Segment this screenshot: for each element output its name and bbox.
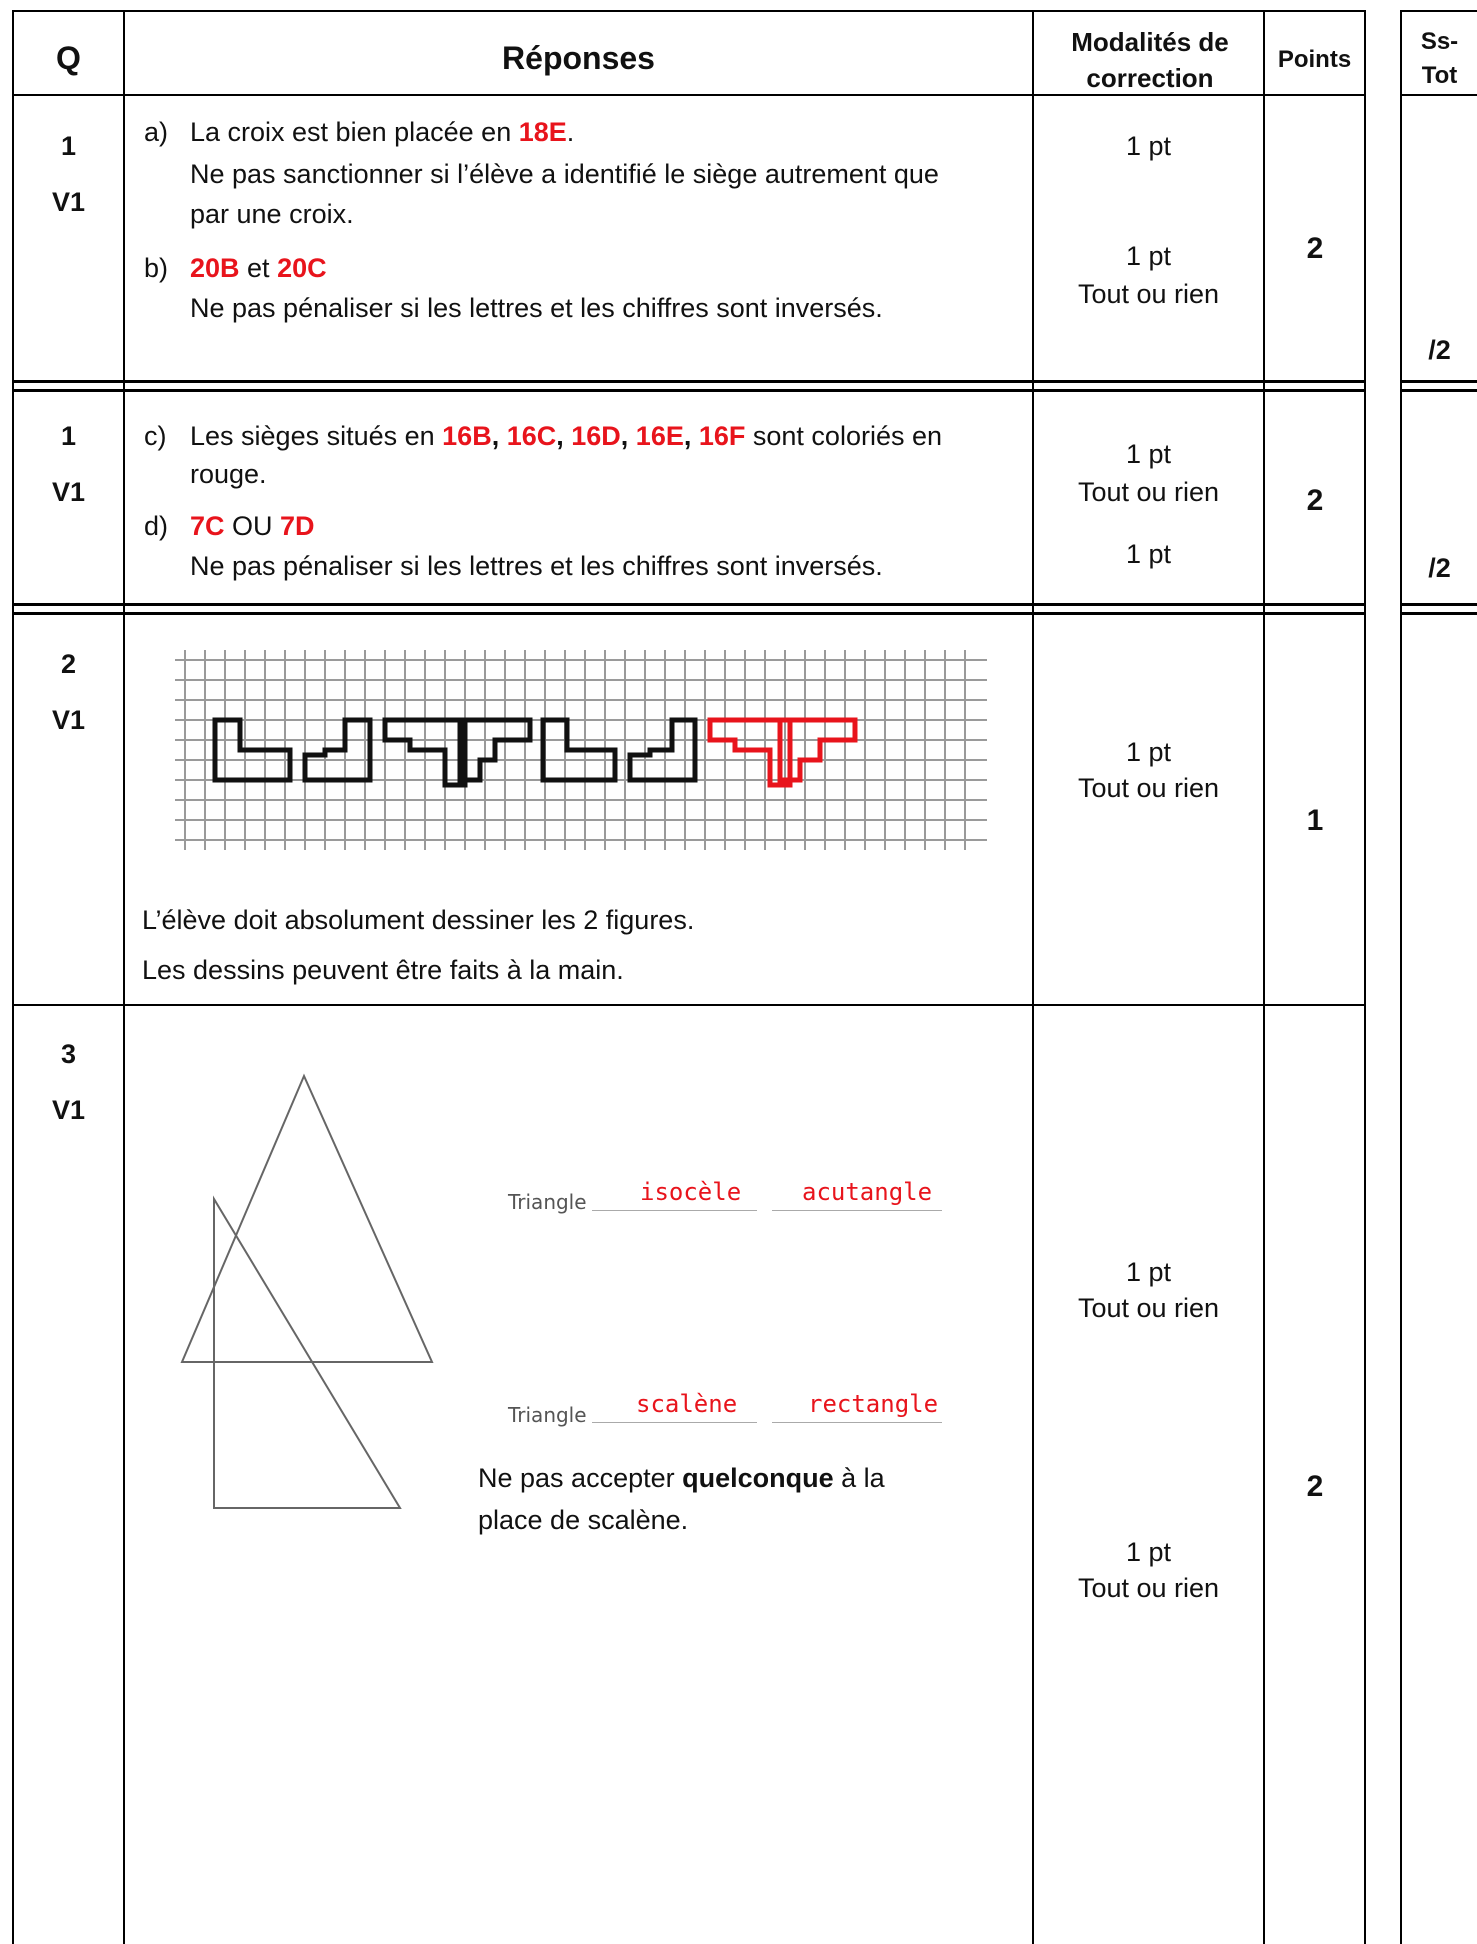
row4-note-post: à la bbox=[833, 1463, 885, 1493]
row2-c-prefix: c) bbox=[144, 421, 167, 451]
pattern-grid-figure bbox=[175, 650, 995, 850]
row2-d-red2: 7D bbox=[280, 511, 315, 541]
row3-line1: L’élève doit absolument dessiner les 2 figures. bbox=[142, 905, 695, 935]
row4-mod1a: 1 pt bbox=[1125, 1257, 1172, 1287]
row1-b-mid: et bbox=[239, 253, 278, 283]
row2-double-line-a bbox=[12, 603, 1365, 606]
tri1-label: Triangle bbox=[508, 1190, 587, 1214]
row4-note-bold: quelconque bbox=[682, 1463, 834, 1493]
header-q: Q bbox=[56, 40, 81, 76]
row1-a-text: La croix est bien placée en bbox=[190, 117, 519, 147]
header-points: Points bbox=[1277, 46, 1352, 73]
header-sstot-1: Ss- bbox=[1420, 28, 1459, 55]
row1-b-prefix: b) bbox=[144, 253, 169, 283]
col-q-divider bbox=[123, 10, 125, 1944]
row3-line2: Les dessins peuvent être faits à la main. bbox=[142, 955, 624, 985]
row1-points: 2 bbox=[1306, 232, 1324, 265]
row2-mod3: 1 pt bbox=[1125, 539, 1172, 569]
header-reponses: Réponses bbox=[502, 40, 655, 76]
header-sstot-2: Tot bbox=[1421, 62, 1458, 89]
row4-note-line1 bbox=[478, 1460, 885, 1497]
row1-b-red2: 20C bbox=[277, 253, 327, 283]
row4-note-line2: place de scalène. bbox=[478, 1505, 689, 1535]
row4-mod2b: Tout ou rien bbox=[1077, 1573, 1220, 1603]
row1-a-red: 18E bbox=[518, 117, 567, 147]
row4-version: V1 bbox=[51, 1095, 86, 1125]
row1-a-prefix: a) bbox=[144, 117, 169, 147]
row3-version: V1 bbox=[51, 705, 86, 735]
shape-4 bbox=[460, 720, 530, 780]
sstot-border-top bbox=[1400, 10, 1477, 12]
row4-mod2a: 1 pt bbox=[1125, 1537, 1172, 1567]
tri2-word2: rectangle bbox=[808, 1390, 939, 1418]
row2-d-line2: Ne pas pénaliser si les lettres et les chiffres sont inversés. bbox=[190, 551, 883, 581]
row4-note-pre: Ne pas accepter bbox=[478, 1463, 683, 1493]
col-sstot-divider bbox=[1400, 10, 1402, 1944]
col-points-divider bbox=[1364, 10, 1366, 1944]
red-shapes bbox=[710, 720, 855, 785]
row1-a-line3: par une croix. bbox=[190, 199, 354, 229]
header-divider-sstot bbox=[1400, 94, 1477, 96]
tri2-underline-1 bbox=[592, 1422, 757, 1423]
tri1-underline-2 bbox=[772, 1210, 942, 1211]
row2-c-red5: 16F bbox=[698, 421, 746, 451]
row2-c-sep3: , bbox=[620, 421, 636, 451]
triangle-rectangle bbox=[205, 1190, 405, 1520]
row2-sstot: /2 bbox=[1428, 553, 1451, 583]
shape-2 bbox=[305, 720, 370, 780]
row2-c-sep2: , bbox=[556, 421, 572, 451]
row2-version: V1 bbox=[51, 477, 86, 507]
row1-double-line-b bbox=[12, 389, 1365, 392]
row2-mod2: Tout ou rien bbox=[1077, 477, 1220, 507]
row3-mod2: Tout ou rien bbox=[1077, 773, 1220, 803]
row2-d-mid: OU bbox=[224, 511, 281, 541]
header-modalites: Modalités de correction bbox=[1071, 27, 1229, 93]
row2-points: 2 bbox=[1306, 484, 1324, 517]
tri2-label: Triangle bbox=[508, 1403, 587, 1427]
row2-c-text: Les sièges situés en bbox=[190, 421, 443, 451]
row2-c-end: sont coloriés en bbox=[745, 421, 942, 451]
row1-q: 1 bbox=[60, 131, 77, 161]
row2-c-red3: 16D bbox=[571, 421, 621, 451]
row1-b-red1: 20B bbox=[190, 253, 240, 283]
row2-mod1: 1 pt bbox=[1125, 439, 1172, 469]
row1-mod1: 1 pt bbox=[1125, 131, 1172, 161]
row1-a-end: . bbox=[566, 117, 575, 147]
row1-mod3: Tout ou rien bbox=[1077, 279, 1220, 309]
row2-q: 1 bbox=[60, 421, 77, 451]
tri1-underline-1 bbox=[592, 1210, 757, 1211]
row4-mod1b: Tout ou rien bbox=[1077, 1293, 1220, 1323]
row1-b-line2: Ne pas pénaliser si les lettres et les chiffres sont inversés. bbox=[190, 293, 883, 323]
row3-divider bbox=[12, 1004, 1365, 1006]
row1-double-line-a bbox=[12, 380, 1365, 383]
row2-d-red1: 7C bbox=[190, 511, 225, 541]
row2-double-line-d bbox=[1400, 612, 1477, 615]
table-border-top bbox=[12, 10, 1365, 12]
tri1-word1: isocèle bbox=[640, 1178, 742, 1206]
row1-b-line1 bbox=[190, 250, 327, 287]
row2-double-line-c bbox=[1400, 603, 1477, 606]
row2-d-line1 bbox=[190, 508, 315, 545]
row2-d-prefix: d) bbox=[144, 511, 169, 541]
tri1-word2: acutangle bbox=[802, 1178, 933, 1206]
row1-a-line1 bbox=[190, 114, 574, 151]
row4-points: 2 bbox=[1306, 1470, 1324, 1503]
row3-mod1: 1 pt bbox=[1125, 737, 1172, 767]
row4-q: 3 bbox=[60, 1039, 77, 1069]
row2-double-line-b bbox=[12, 612, 1365, 615]
row2-c-sep4: , bbox=[683, 421, 699, 451]
tri2-underline-2 bbox=[772, 1422, 942, 1423]
tri2-word1: scalène bbox=[636, 1390, 738, 1418]
row1-version: V1 bbox=[51, 187, 86, 217]
row1-a-line2: Ne pas sanctionner si l’élève a identifié le siège autrement que bbox=[190, 159, 939, 189]
row2-c-line1 bbox=[190, 418, 942, 455]
row3-points: 1 bbox=[1306, 804, 1324, 837]
row2-c-red2: 16C bbox=[506, 421, 557, 451]
col-left-border bbox=[12, 10, 14, 1944]
row3-q: 2 bbox=[60, 649, 77, 679]
row2-c-sep1: , bbox=[491, 421, 507, 451]
row1-sstot: /2 bbox=[1428, 335, 1451, 365]
row1-double-line-c bbox=[1400, 380, 1477, 383]
row2-c-red4: 16E bbox=[635, 421, 684, 451]
black-shapes bbox=[215, 720, 695, 785]
row1-double-line-d bbox=[1400, 389, 1477, 392]
col-modalites-divider bbox=[1263, 10, 1265, 1944]
row2-c-line2: rouge. bbox=[190, 459, 267, 489]
shape-1 bbox=[215, 720, 290, 780]
row1-mod2: 1 pt bbox=[1125, 241, 1172, 271]
row2-c-red1: 16B bbox=[442, 421, 492, 451]
